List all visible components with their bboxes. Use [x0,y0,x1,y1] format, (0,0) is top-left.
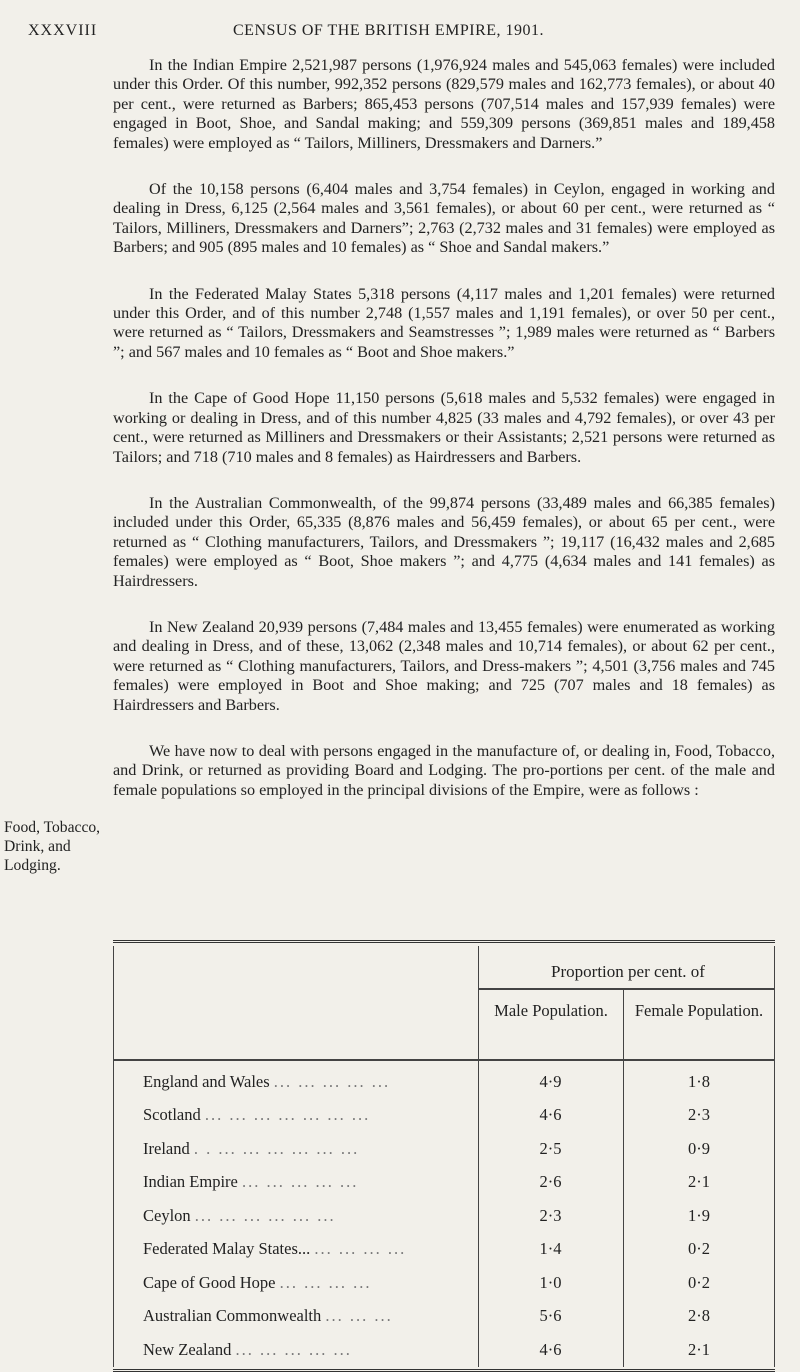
paragraph-australia: In the Australian Commonwealth, of the 99,874 persons (33,489 males and 66,385 females) included under this Order, 65,335 (8,876 males and 56,459 females), or about 65 per cent., were returned as “ Clothing manufacturers, Tailors, and Dressmakers ”; 19,117 (16,432 males and 2,685 females) were employed as “ Boot, Shoe makers ”; and 4,775 (4,634 males and 141 females) as Hairdressers. [113,493,775,590]
table-row [113,1132,775,1166]
male-value: 1·0 [539,1272,562,1292]
paragraph-new-zealand: In New Zealand 20,939 persons (7,484 males and 13,455 females) were enumerated as working and dealing in Dress, and of these, 13,062 (2,348 males and 10,714 females), or about 62 per cent., were returned as “ Clothing manufacturers, Tailors, and Dress-makers ”; 4,501 (3,756 males and 745 females) were employed in Boot and Shoe making; and 725 (707 males and 18 females) as Hairdressers and Barbers. [113,617,775,714]
row-label [113,1306,478,1326]
leader-dots: ... ... ... ... ... ... ... [204,1105,371,1125]
table-border-left [113,1061,114,1367]
region-name: Federated Malay States... [143,1239,311,1259]
region-name: Indian Empire [143,1172,238,1192]
row-label [113,1105,478,1125]
female-value: 2·1 [688,1172,710,1192]
table-body [113,1061,775,1367]
paragraph-cape: In the Cape of Good Hope 11,150 persons (5,618 males and 5,532 females) were engaged in working or dealing in Dress, and of this number 4,825 (33 males and 4,792 females), or over 43 per cent., were returned as Milliners and Dressmakers or their Assistants; 2,521 persons were returned as Tailors; and 718 (710 males and 8 females) as Hairdressers and Barbers. [113,389,775,466]
paragraph-ceylon: Of the 10,158 persons (6,404 males and 3,754 females) in Ceylon, engaged in working and dealing in Dress, 6,125 (2,564 males and 3,561 females), or about 60 per cent., were returned as “ Tailors, Milliners, Dressmakers and Darners”; 2,763 (2,732 males and 31 females) were employed as Barbers; and 905 (895 males and 10 females) as “ Shoe and Sandal makers.” [113,180,775,257]
row-label [113,1172,478,1192]
paragraph-food-intro: We have now to deal with persons engaged in the manufacture of, or dealing in, Food, Tobacco, and Drink, or returned as providing Board and Lodging. The pro-portions per cent. of the male and female populations so employed in the principal divisions of the Empire, were as follows : [113,741,775,799]
female-value: 2·8 [688,1306,710,1326]
page-header [28,22,760,40]
column-divider [623,1061,624,1367]
column-divider [623,988,624,1061]
row-label [113,1072,478,1092]
row-label [113,1139,478,1159]
leader-dots: ... ... ... ... [314,1239,407,1259]
table-row [113,1065,775,1099]
proportion-table [113,946,775,1367]
paragraph-indian-empire: In the Indian Empire 2,521,987 persons (1,976,924 males and 545,063 females) were included under this Order. Of this number, 992,352 persons (829,579 males and 162,773 females), or about 40 per cent., were returned as Barbers; 865,453 persons (707,514 males and 157,939 females) were engaged in Boot, Shoe, and Sandal making; and 559,309 persons (369,851 males and 189,458 females) were employed as “ Tailors, Milliners, Dressmakers and Darners.” [113,56,775,152]
margin-note: Food, Tobacco, Drink, and Lodging. [4,819,101,874]
female-value: 0·2 [688,1239,710,1259]
female-value: 2·3 [688,1105,710,1125]
span-header-rule [478,988,775,990]
table-row [113,1266,775,1300]
table-border-left [113,946,114,1061]
column-header-female: Female Population. [634,1001,764,1020]
leader-dots: ... ... ... ... [279,1272,372,1292]
table-border-right [774,1061,775,1367]
table-row [113,1300,775,1334]
leader-dots: ... ... ... ... ... [235,1339,352,1359]
male-value: 1·4 [539,1239,562,1259]
column-divider [478,946,479,1061]
table-row [113,1166,775,1200]
row-label [113,1206,478,1226]
table-top-rule [113,940,775,943]
male-value: 4·6 [539,1339,562,1359]
leader-dots: ... ... ... ... ... [273,1071,391,1091]
region-name: Australian Commonwealth [143,1306,322,1326]
male-value: 4·9 [539,1071,562,1091]
table-header [113,946,775,1061]
column-divider [478,1061,479,1367]
column-header-male: Male Population. [494,1001,608,1020]
row-label [113,1340,478,1360]
male-value: 2·5 [539,1138,562,1158]
table-row [113,1333,775,1367]
region-name: Scotland [143,1105,201,1125]
leader-dots: ... ... ... ... ... ... [194,1205,336,1225]
running-title: CENSUS OF THE BRITISH EMPIRE, 1901. [233,22,545,39]
page-number: XXXVIII [28,22,98,39]
region-name: England and Wales [143,1071,270,1091]
paragraph-malay-states: In the Federated Malay States 5,318 persons (4,117 males and 1,201 females) were returned under this Order, and of this number 2,748 (1,557 males and 1,191 females), or over 50 per cent., were returned as “ Tailors, Dressmakers and Seamstresses ”; 1,989 males were returned as “ Barbers ”; and 567 males and 10 females as “ Boot and Shoe makers.” [113,284,775,361]
row-label [113,1239,478,1259]
row-label [113,1273,478,1293]
body-text [113,56,775,827]
leader-dots: ... ... ... [325,1306,393,1326]
leader-dots: ... ... ... ... ... [241,1172,359,1192]
region-name: New Zealand [143,1339,232,1359]
region-name: Cape of Good Hope [143,1272,276,1292]
table-row [113,1233,775,1267]
leader-dots: . . ... ... ... ... ... ... [193,1138,360,1158]
male-value: 2·3 [539,1205,562,1225]
female-value: 0·9 [688,1138,710,1158]
region-name: Ireland [143,1138,190,1158]
table-border-right [774,946,775,1061]
region-name: Ceylon [143,1205,191,1225]
span-header: Proportion per cent. of [551,962,705,981]
male-value: 4·6 [539,1105,562,1125]
table-row [113,1099,775,1133]
female-value: 1·9 [688,1205,710,1225]
male-value: 2·6 [539,1172,562,1192]
table-row [113,1199,775,1233]
female-value: 2·1 [688,1339,710,1359]
female-value: 1·8 [688,1071,710,1091]
male-value: 5·6 [539,1306,562,1326]
female-value: 0·2 [688,1272,710,1292]
